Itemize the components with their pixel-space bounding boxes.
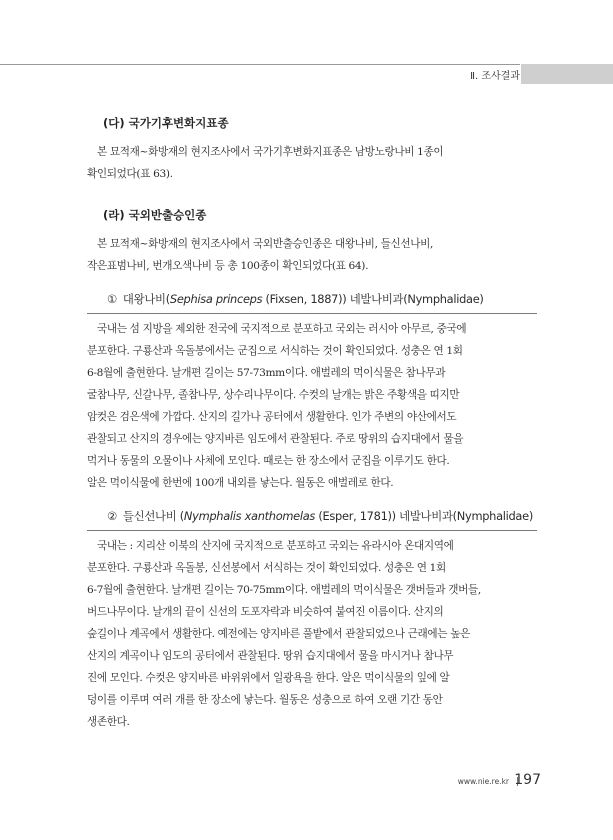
species-author: (Fixsen, 1887)) [262, 292, 350, 306]
section-body [87, 233, 537, 277]
body-line: 버드나무이다. 날개의 끝이 신선의 도포자락과 비슷하여 붙여진 이름이다. 산지의 [87, 606, 444, 618]
body-line: 굴참나무, 신갈나무, 졸참나무, 상수리나무이다. 수컷의 날개는 밝은 주황색을 띠지만 [87, 389, 460, 401]
species-korean-name: 대왕나비( [122, 292, 170, 306]
body-line: 확인되었다(표 63). [87, 168, 173, 180]
body-line: 작은표범나비, 번개오색나비 등 총 100종이 확인되었다(표 64). [87, 260, 369, 272]
body-line: 먹거나 동물의 오물이나 사체에 모인다. 때로는 한 장소에서 군집을 이루기도 한다. [87, 455, 450, 467]
species-number: ① [107, 292, 117, 306]
species-author: (Esper, 1781)) [315, 509, 400, 523]
header-section-label: Ⅱ. 조사결과 [470, 71, 520, 82]
body-line: 국내는 : 지리산 이북의 산지에 국지적으로 분포하고 국외는 유라시아 온대지역에 [97, 540, 454, 552]
body-line: 암컷은 검은색에 가깝다. 산지의 길가나 공터에서 생활한다. 인가 주변의 야산에서도 [87, 411, 457, 423]
body-line: 산지의 계곡이나 임도의 공터에서 관찰된다. 땅위 습지대에서 물을 마시거나 참나무 [87, 650, 454, 662]
page-content [87, 115, 537, 747]
species-nymphalis-xanthomelas [87, 508, 537, 733]
header-rule [0, 64, 520, 65]
species-sephisa-princeps [87, 291, 537, 494]
body-line: 본 묘적재~화방재의 현지조사에서 국가기후변화지표종은 남방노랑나비 1종이 [97, 146, 444, 158]
body-line: 생존한다. [87, 716, 130, 728]
header-tab [521, 64, 613, 84]
body-line: 본 묘적재~화방재의 현지조사에서 국외반출승인종은 대왕나비, 들신선나비, [97, 238, 434, 250]
body-line: 6-7월에 출현한다. 날개편 길이는 70-75mm이다. 애벌레의 먹이식물은 갯버들과 갯버들, [87, 584, 481, 596]
species-scientific-name: Sephisa princeps [169, 292, 263, 306]
page-number: 197 [514, 772, 541, 788]
species-body [87, 318, 537, 494]
section-heading: (다) 국가기후변화지표종 [103, 116, 229, 130]
body-line: 알은 먹이식물에 한번에 100개 내외를 낳는다. 월동은 애벌레로 한다. [87, 477, 394, 489]
species-family: 네발나비과(Nymphalidae) [349, 292, 484, 306]
section-climate-indicator [87, 115, 537, 185]
body-line: 진에 모인다. 수컷은 양지바른 바위위에서 일광욕을 한다. 알은 먹이식물의 잎에 알 [87, 672, 450, 684]
species-title [87, 291, 537, 307]
section-body [87, 141, 537, 185]
species-rule [87, 313, 537, 314]
species-rule [87, 530, 537, 531]
body-line: 숲길이나 계곡에서 생활한다. 예전에는 양지바른 풀밭에서 관찰되었으나 근래에는 높은 [87, 628, 470, 640]
body-line: 관찰되고 산지의 경우에는 양지바른 임도에서 관찰된다. 주로 땅위의 습지대에서 물을 [87, 433, 464, 445]
species-korean-name: 들신선나비 ( [122, 509, 184, 523]
section-export-approval [87, 207, 537, 277]
footer-url: www.nie.re.kr [457, 777, 509, 786]
section-heading: (라) 국외반출승인종 [103, 208, 207, 222]
species-family: 네발나비과(Nymphalidae) [399, 509, 533, 523]
species-body [87, 535, 537, 733]
body-line: 분포한다. 구룡산과 옥돌봉, 신선봉에서 서식하는 것이 확인되었다. 성충은 연 1회 [87, 562, 446, 574]
body-line: 덩이를 이루며 여러 개를 한 장소에 낳는다. 월동은 성충으로 하여 오랜 기간 동안 [87, 694, 443, 706]
body-line: 6-8월에 출현한다. 날개편 길이는 57-73mm이다. 애벌레의 먹이식물은 참나무과 [87, 367, 446, 379]
species-number: ② [107, 509, 117, 523]
body-line: 국내는 섬 지방을 제외한 전국에 국지적으로 분포하고 국외는 러시아 아무르, 중국에 [97, 323, 467, 335]
species-scientific-name: Nymphalis xanthomelas [183, 509, 316, 523]
body-line: 분포한다. 구룡산과 옥돌봉에서는 군집으로 서식하는 것이 확인되었다. 성충은 연 1회 [87, 345, 463, 357]
species-title [87, 508, 537, 524]
